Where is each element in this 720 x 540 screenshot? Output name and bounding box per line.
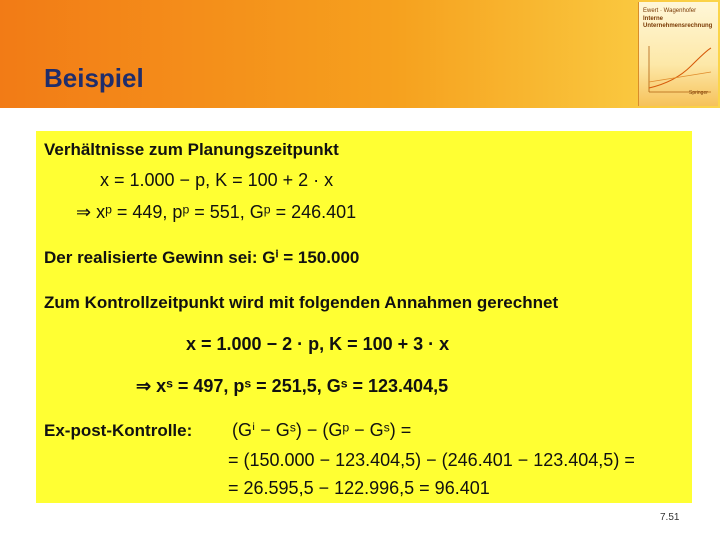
control-equation-1: x = 1.000 − 2 · p, K = 100 + 3 · x <box>186 334 450 354</box>
book-publisher: Springer <box>689 90 708 96</box>
book-title-line2: Unternehmensrechnung <box>643 23 713 29</box>
control-equation-2: ⇒ xˢ = 497, pˢ = 251,5, Gˢ = 123.404,5 <box>136 376 449 396</box>
heading-planning: Verhältnisse zum Planungszeitpunkt <box>44 140 339 159</box>
expost-label: Ex-post-Kontrolle: <box>44 421 193 440</box>
planning-equation-2: ⇒ xᵖ = 449, pᵖ = 551, Gᵖ = 246.401 <box>76 202 357 222</box>
expost-equation-1: (Gⁱ − Gˢ) − (Gᵖ − Gˢ) = <box>232 420 412 440</box>
slide-number: 7.51 <box>660 512 680 523</box>
realized-profit: Der realisierte Gewinn sei: Gⁱ = 150.000 <box>44 248 360 267</box>
content-panel <box>36 131 692 503</box>
book-cover-image <box>638 2 718 106</box>
expost-equation-3: = 26.595,5 − 122.996,5 = 96.401 <box>228 478 490 498</box>
expost-equation-2: = (150.000 − 123.404,5) − (246.401 − 123.404,5) = <box>228 450 635 470</box>
heading-control: Zum Kontrollzeitpunkt wird mit folgenden Annahmen gerechnet <box>44 293 559 312</box>
book-author: Ewert · Wagenhofer <box>643 8 697 14</box>
planning-equation-1: x = 1.000 − p, K = 100 + 2 · x <box>100 170 334 190</box>
book-title-line1: Interne <box>643 16 664 22</box>
page-title: Beispiel <box>44 63 144 93</box>
